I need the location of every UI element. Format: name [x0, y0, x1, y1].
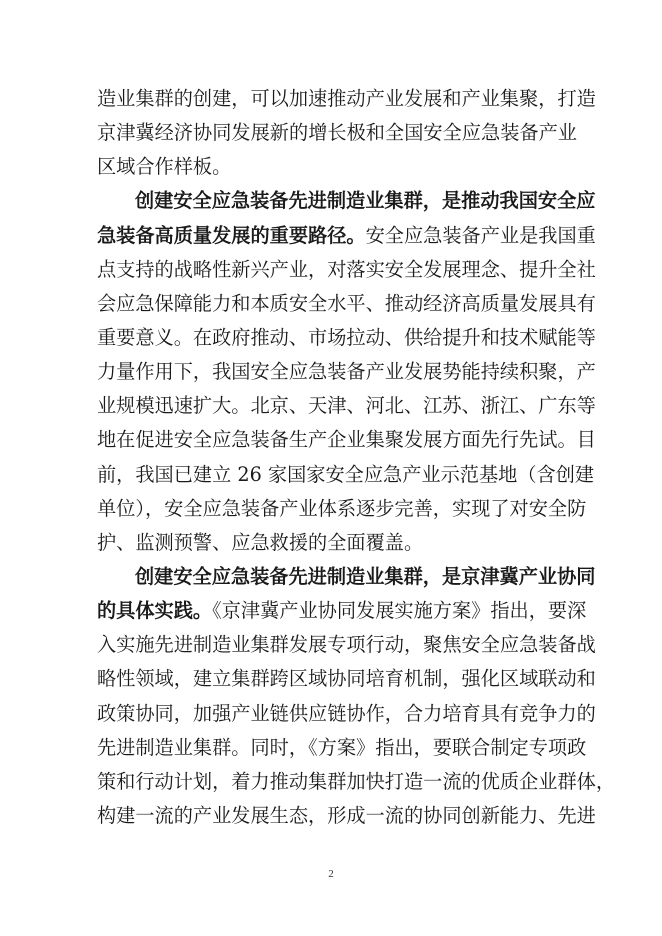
- paragraph-3: [97, 560, 616, 833]
- text-run: 业规模迅速扩大。北京、天津、河北、江苏、浙江、广东等: [97, 394, 596, 418]
- text-line: [97, 628, 596, 662]
- text-run: 护、监测预警、应急救援的全面覆盖。: [97, 530, 424, 554]
- text-line: [97, 526, 577, 560]
- text-line: [97, 662, 596, 696]
- text-run: 《京津冀产业协同发展实施方案》指出，要深: [212, 599, 587, 623]
- text-line: [97, 116, 577, 150]
- body-text: [97, 82, 616, 833]
- text-line: [97, 287, 596, 321]
- text-line: [97, 731, 587, 765]
- text-run: 重要意义。在政府推动、市场拉动、供给提升和技术赋能等: [97, 325, 596, 349]
- text-line: [97, 253, 596, 287]
- text-line: [97, 184, 596, 218]
- page-number: 2: [328, 868, 334, 880]
- text-line: [97, 492, 587, 526]
- text-line: [97, 82, 596, 116]
- text-line: [97, 423, 596, 457]
- text-line: [97, 389, 596, 423]
- text-run: 区域合作样板。: [97, 155, 232, 179]
- text-line: [97, 594, 587, 628]
- bold-heading-run: 急装备高质量发展的重要路径。: [97, 223, 366, 247]
- text-run: 单位），安全应急装备产业体系逐步完善，实现了对安全防: [97, 496, 587, 520]
- text-line: [97, 697, 596, 731]
- bold-heading-run: 创建安全应急装备先进制造业集群，是推动我国安全应: [135, 189, 596, 213]
- text-line: [97, 799, 596, 833]
- text-run: 京津冀经济协同发展新的增长极和全国安全应急装备产业: [97, 121, 577, 145]
- text-run: 入实施先进制造业集群发展专项行动，聚焦安全应急装备战: [97, 633, 596, 657]
- text-run: 构建一流的产业发展生态，形成一流的协同创新能力、先进: [97, 803, 596, 827]
- text-line: [97, 150, 577, 184]
- text-run: 安全应急装备产业是我国重: [365, 223, 596, 247]
- text-line: [97, 560, 596, 594]
- paragraph-1: [97, 82, 596, 184]
- text-run: 造业集群的创建，可以加速推动产业发展和产业集聚，打造: [97, 87, 596, 110]
- bold-heading-run: 创建安全应急装备先进制造业集群，是京津冀产业协同: [135, 564, 596, 588]
- text-line: [97, 765, 616, 799]
- text-line: [97, 219, 596, 253]
- paragraph-2: [97, 184, 596, 560]
- text-run: 力量作用下，我国安全应急装备产业发展势能持续积聚，产: [97, 360, 596, 384]
- text-line: [97, 321, 596, 355]
- bold-heading-run: 的具体实践。: [97, 599, 213, 623]
- text-run: 地在促进安全应急装备生产企业集聚发展方面先行先试。目: [97, 428, 596, 452]
- text-run: 先进制造业集群。同时，《方案》指出，要联合制定专项政: [97, 735, 587, 759]
- text-run: 前，我国已建立 26 家国家安全应急产业示范基地（含创建: [97, 462, 595, 486]
- text-run: 策和行动计划，着力推动集群加快打造一流的优质企业群体，: [97, 769, 616, 793]
- text-run: 政策协同，加强产业链供应链协作，合力培育具有竞争力的: [97, 701, 596, 725]
- text-run: 点支持的战略性新兴产业，对落实安全发展理念、提升全社: [97, 257, 596, 281]
- text-line: [97, 458, 595, 492]
- text-line: [97, 355, 596, 389]
- text-run: 略性领域，建立集群跨区域协同培育机制，强化区域联动和: [97, 667, 596, 691]
- text-run: 会应急保障能力和本质安全水平、推动经济高质量发展具有: [97, 291, 596, 315]
